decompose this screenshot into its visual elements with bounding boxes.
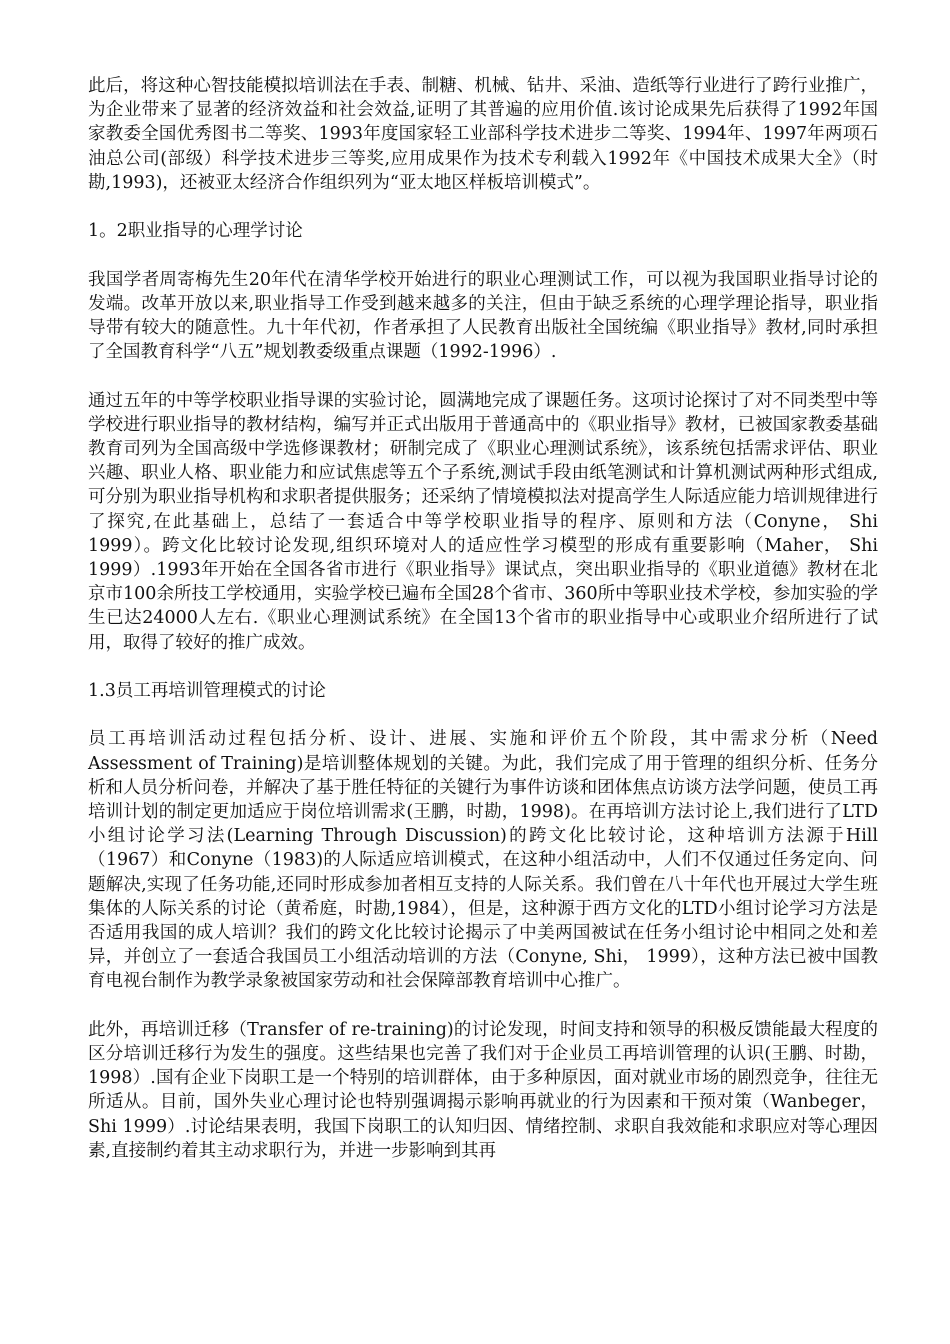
paragraph-career-guidance-experiment: 通过五年的中等学校职业指导课的实验讨论，圆满地完成了课题任务。这项讨论探讨了对不同类型中等学校进行职业指导的教材结构，编写并正式出版用于普通高中的《职业指导》教材，已被国家教委基础教育司列为全国高级中学选修课教材；研制完成了《职业心理测试系统》，该系统包括需求评估、职业兴趣、职业人格、职业能力和应试焦虑等五个子系统,测试手段由纸笔测试和计算机测试两种形式组成, 可分别为职业指导机构和求职者提供服务；还采纳了情境模拟法对提高学生人际适应能力培训规律进行了探究,在此基础上，总结了一套适合中等学校职业指导的程序、原则和方法（Conyne， Shi 1999）。跨文化比较讨论发现,组织环境对人的适应性学习模型的形成有重要影响（Maher， Shi 1999）.1993年开始在全国各省市进行《职业指导》课试点，突出职业指导的《职业道德》教材在北京市100余所技工学校通用，实验学校已遍布全国28个省市、360所中等职业技术学校，参加实验的学生已达24000人左右.《职业心理测试系统》在全国13个省市的职业指导中心或职业介绍所进行了试用，取得了较好的推广成效。 bbox=[88, 390, 878, 653]
paragraph-retraining-transfer: 此外，再培训迁移（Transfer of re-training)的讨论发现，时间支持和领导的积极反馈能最大程度的区分培训迁移行为发生的强度。这些结果也完善了我们对于企业员工再培训管理的认识(王鹏、时勘，1998）.国有企业下岗职工是一个特别的培训群体，由于多种原因，面对就业市场的剧烈竞争，往往无所适从。目前，国外失业心理讨论也特别强调揭示影响再就业的行为因素和干预对策（Wanbeger， Shi 1999）.讨论结果表明，我国下岗职工的认知归因、情绪控制、求职自我效能和求职应对等心理因素,直接制约着其主动求职行为，并进一步影响到其再 bbox=[88, 1019, 878, 1161]
section-heading-retraining-model: 1.3员工再培训管理模式的讨论 bbox=[88, 681, 326, 702]
document-page bbox=[88, 74, 878, 1187]
paragraph-training-promotion: 此后，将这种心智技能模拟培训法在手表、制糖、机械、钻井、采油、造纸等行业进行了跨行业推广，为企业带来了显著的经济效益和社会效益,证明了其普遍的应用价值.该讨论成果先后获得了1992年国家教委全国优秀图书二等奖、1993年度国家轻工业部科学技术进步二等奖、1994年、1997年两项石油总公司(部级）科学技术进步三等奖,应用成果作为技术专利载入1992年《中国技术成果大全》（时勘,1993)，还被亚太经济合作组织列为“亚太地区样板培训模式”。 bbox=[88, 76, 878, 193]
section-heading-career-guidance: 1。2职业指导的心理学讨论 bbox=[88, 221, 303, 242]
paragraph-retraining-process: 员工再培训活动过程包括分析、设计、进展、实施和评价五个阶段，其中需求分析（Need Assessment of Training)是培训整体规划的关键。为此，我们完成了用于管理的组织分析、任务分析和人员分析问卷，并解决了基于胜任特征的关键行为事件访谈和团体焦点访谈方法学问题，使员工再培训计划的制定更加适应于岗位培训需求(王鹏，时勘，1998)。在再培训方法讨论上,我们进行了LTD小组讨论学习法(Learning Through Discussion)的跨文化比较讨论，这种培训方法源于Hill（1967）和Conyne（1983)的人际适应培训模式，在这种小组活动中，人们不仅通过任务定向、问题解决,实现了任务功能,还同时形成参加者相互支持的人际关系。我们曾在八十年代也开展过大学生班集体的人际关系的讨论（黄希庭，时勘,1984），但是，这种源于西方文化的LTD小组讨论学习方法是否适用我国的成人培训？我们的跨文化比较讨论揭示了中美两国被试在任务小组讨论中相同之处和差异，并创立了一套适合我国员工小组活动培训的方法（Conyne, Shi， 1999），这种方法已被中国教育电视台制作为教学录象被国家劳动和社会保障部教育培训中心推广。 bbox=[88, 729, 878, 992]
paragraph-career-guidance-history: 我国学者周寄梅先生20年代在清华学校开始进行的职业心理测试工作，可以视为我国职业指导讨论的发端。改革开放以来,职业指导工作受到越来越多的关注，但由于缺乏系统的心理学理论指导，职业指导带有较大的随意性。九十年代初，作者承担了人民教育出版社全国统编《职业指导》教材,同时承担了全国教育科学“八五”规划教委级重点课题（1992-1996）. bbox=[88, 269, 878, 363]
